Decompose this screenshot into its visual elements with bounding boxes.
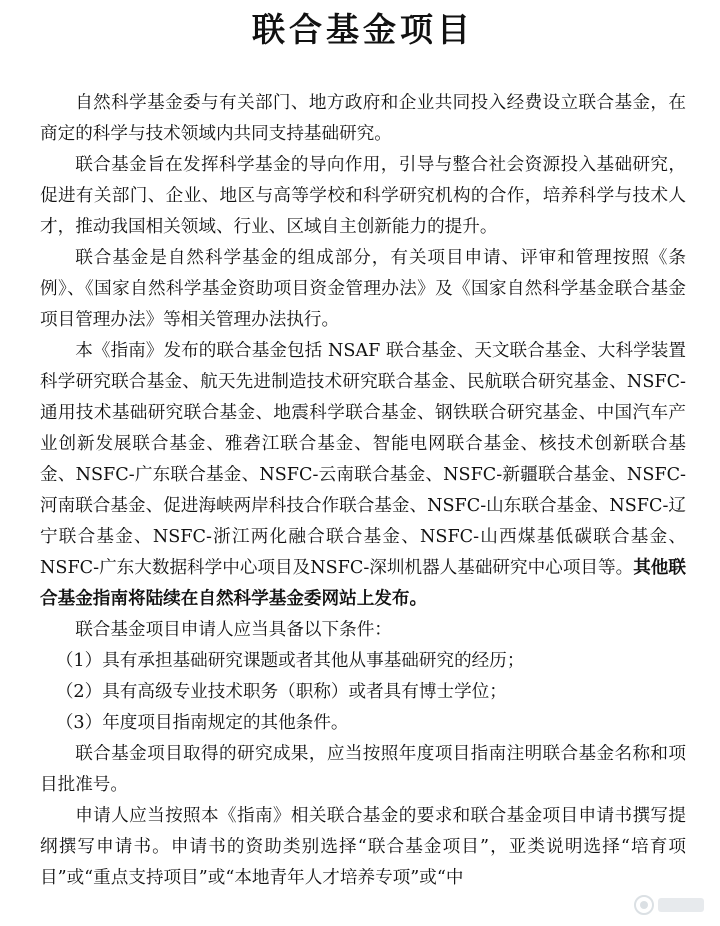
fund-list-text: 本《指南》发布的联合基金包括 NSAF 联合基金、天文联合基金、大科学装置科学研究联合基金、航天先进制造技术研究联合基金、民航联合研究基金、NSFC-通用技术基础研究联合基金、地震科学联合基金、钢铁联合研究基金、中国汽车产业创新发展联合基金、雅砻江联合基金、智能电网联合基金、核技术创新联合基金、NSFC-广东联合基金、NSFC-云南联合基金、NSFC-新疆联合基金、NSFC-河南联合基金、促进海峡两岸科技合作联合基金、NSFC-山东联合基金、NSFC-辽宁联合基金、NSFC-浙江两化融合联合基金、NSFC-山西煤基低碳联合基金、NSFC-广东大数据科学中心项目及NSFC-深圳机器人基础研究中心项目等。 [40, 341, 686, 578]
paragraph-regulation: 联合基金是自然科学基金的组成部分，有关项目申请、评审和管理按照《条例》、《国家自然科学基金资助项目资金管理办法》及《国家自然科学基金联合基金项目管理办法》等相关管理办法执行。 [40, 248, 686, 330]
page-title: 联合基金项目 [252, 10, 474, 49]
fund-list-bold-note: 其他联合基金指南将陆续在自然科学基金委网站上发布。 [40, 558, 686, 609]
paragraph-conditions-intro: 联合基金项目申请人应当具备以下条件： [75, 620, 392, 640]
watermark-logo [632, 890, 710, 920]
condition-item-2: （2）具有高级专业技术职务（职称）或者具有博士学位； [55, 682, 507, 702]
paragraph-fund-list [40, 336, 686, 615]
paragraph-purpose: 联合基金旨在发挥科学基金的导向作用，引导与整合社会资源投入基础研究，促进有关部门、企业、地区与高等学校和科学研究机构的合作，培养科学与技术人才，推动我国相关领域、行业、区域自主创新能力的提升。 [40, 155, 686, 237]
paragraph-application: 申请人应当按照本《指南》相关联合基金的要求和联合基金项目申请书撰写提纲撰写申请书。申请书的资助类别选择“联合基金项目”，亚类说明选择“培育项目”或“重点支持项目”或“本地青年人才培养专项”或“中 [40, 806, 686, 888]
condition-item-1: （1）具有承担基础研究课题或者其他从事基础研究的经历； [55, 651, 525, 671]
condition-item-3: （3）年度项目指南规定的其他条件。 [55, 713, 349, 733]
paragraph-intro: 自然科学基金委与有关部门、地方政府和企业共同投入经费设立联合基金，在商定的科学与技术领域内共同支持基础研究。 [40, 93, 686, 144]
paragraph-results: 联合基金项目取得的研究成果，应当按照年度项目指南注明联合基金名称和项目批准号。 [40, 744, 686, 795]
